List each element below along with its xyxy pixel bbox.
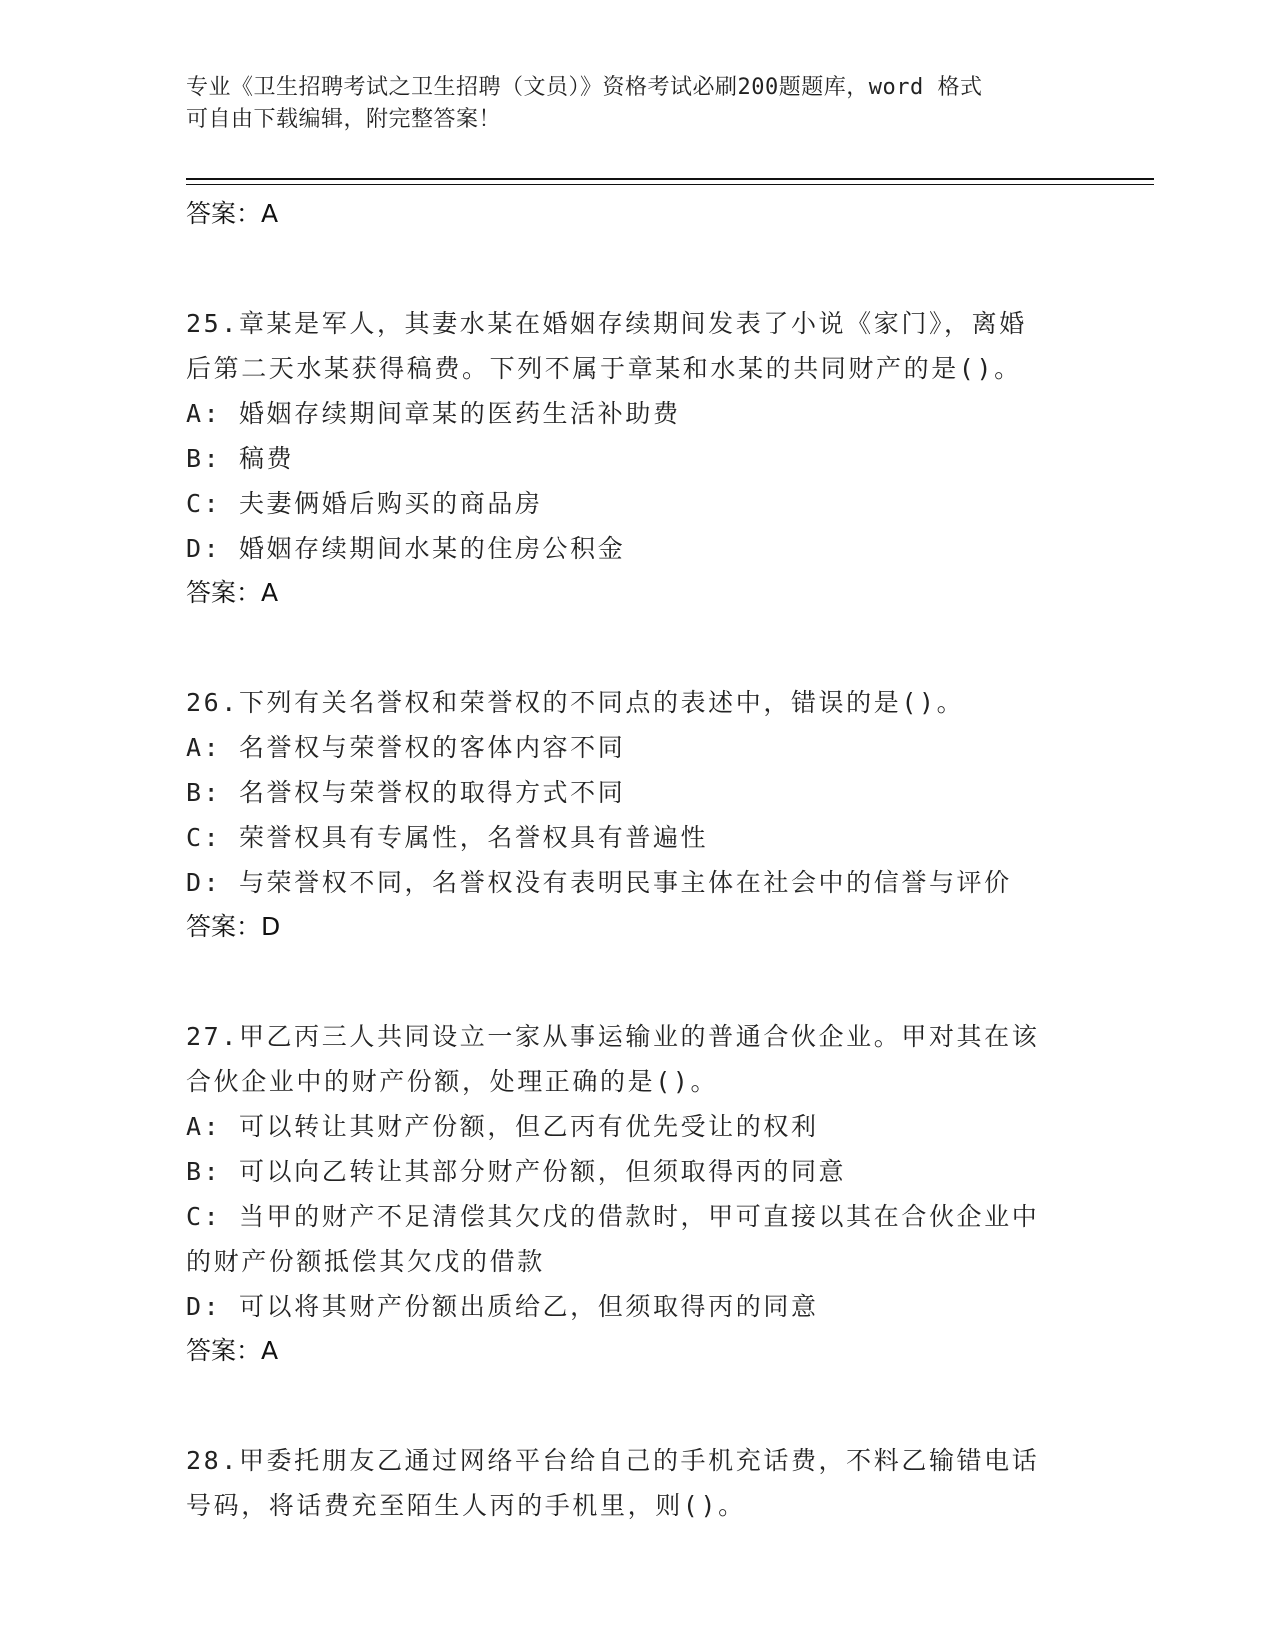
option-c: C: 荣誉权具有专属性，名誉权具有普遍性 bbox=[186, 823, 709, 852]
option-a: A: 名誉权与荣誉权的客体内容不同 bbox=[186, 733, 626, 762]
option-d: D: 可以将其财产份额出质给乙，但须取得丙的同意 bbox=[186, 1292, 819, 1321]
answer-line: 答案：A bbox=[186, 578, 279, 607]
option-b: B: 可以向乙转让其部分财产份额，但须取得丙的同意 bbox=[186, 1157, 847, 1186]
option-a: A: 婚姻存续期间章某的医药生活补助费 bbox=[186, 399, 681, 428]
question-26 bbox=[186, 680, 1086, 949]
document-body bbox=[186, 192, 1086, 1528]
option-b: B: 名誉权与荣誉权的取得方式不同 bbox=[186, 778, 626, 807]
option-c: C: 当甲的财产不足清偿其欠戊的借款时，甲可直接以其在合伙企业中 bbox=[186, 1202, 1040, 1231]
option-d: D: 婚姻存续期间水某的住房公积金 bbox=[186, 534, 626, 563]
question-28 bbox=[186, 1438, 1086, 1528]
header-divider-thick bbox=[186, 178, 1154, 180]
answer-line: 答案：A bbox=[186, 199, 279, 228]
answer-line: 答案：A bbox=[186, 1336, 279, 1365]
question-text-line: 后第二天水某获得稿费。下列不属于章某和水某的共同财产的是()。 bbox=[186, 354, 1022, 383]
question-27 bbox=[186, 1014, 1086, 1373]
header-line-2: 可自由下载编辑，附完整答案！ bbox=[186, 107, 502, 132]
question-text-line: 26.下列有关名誉权和荣誉权的不同点的表述中，错误的是()。 bbox=[186, 688, 965, 717]
option-c-continued: 的财产份额抵偿其欠戊的借款 bbox=[186, 1247, 545, 1276]
question-text-line: 号码，将话费充至陌生人丙的手机里，则()。 bbox=[186, 1491, 746, 1520]
question-text-line: 合伙企业中的财产份额，处理正确的是()。 bbox=[186, 1067, 719, 1096]
question-25 bbox=[186, 301, 1086, 615]
question-text-line: 27.甲乙丙三人共同设立一家从事运输业的普通合伙企业。甲对其在该 bbox=[186, 1022, 1040, 1051]
option-a: A: 可以转让其财产份额，但乙丙有优先受让的权利 bbox=[186, 1112, 819, 1141]
header-divider-thin bbox=[186, 184, 1154, 185]
header-line-1: 专业《卫生招聘考试之卫生招聘（文员）》资格考试必刷200题题库，word 格式 bbox=[186, 75, 983, 100]
question-text-line: 28.甲委托朋友乙通过网络平台给自己的手机充话费，不料乙输错电话 bbox=[186, 1446, 1040, 1475]
option-c: C: 夫妻俩婚后购买的商品房 bbox=[186, 489, 543, 518]
document-header bbox=[186, 72, 1086, 136]
option-b: B: 稿费 bbox=[186, 444, 295, 473]
question-text-line: 25.章某是军人，其妻水某在婚姻存续期间发表了小说《家门》，离婚 bbox=[186, 309, 1027, 338]
answer-line: 答案：D bbox=[186, 912, 281, 941]
option-d: D: 与荣誉权不同，名誉权没有表明民事主体在社会中的信誉与评价 bbox=[186, 868, 1012, 897]
